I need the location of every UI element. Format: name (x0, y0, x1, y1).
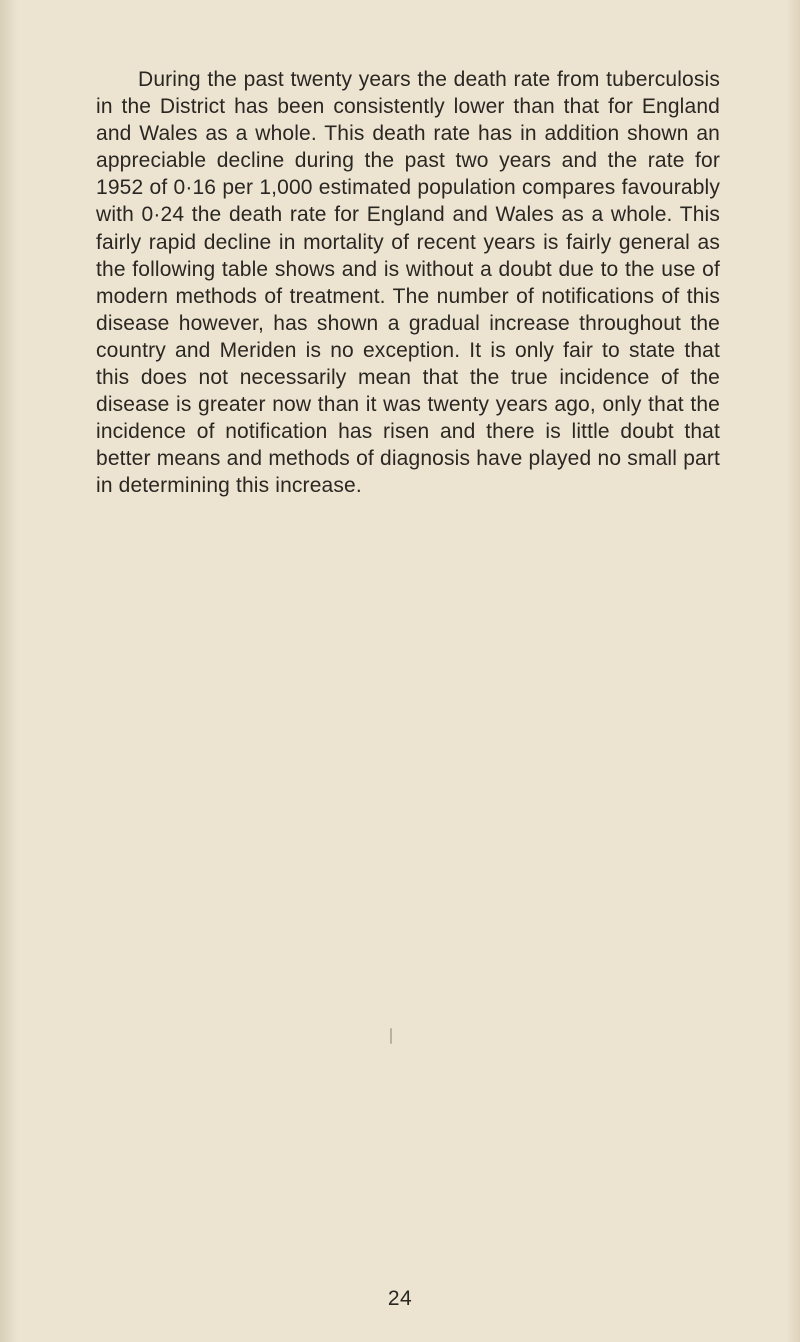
paper-speck (390, 1028, 392, 1044)
page-edge-shadow-right (786, 0, 800, 1342)
page-number: 24 (387, 1287, 413, 1310)
page-edge-shadow-left (0, 0, 18, 1342)
body-paragraph: During the past twenty years the death rate from tuberculosis in the District has been consistently lower than that for England and Wales as a whole. This death rate has in addition shown an appreciable decline during the past two years and the rate for 1952 of 0·16 per 1,000 estimated population compares favourably with 0·24 the death rate for England and Wales as a whole. This fairly rapid decline in mortality of recent years is fairly general as the following table shows and is without a doubt due to the use of modern methods of treatment. The number of notifications of this disease however, has shown a gradual increase throughout the country and Meriden is no exception. It is only fair to state that this does not necessarily mean that the true incidence of the disease is greater now than it was twenty years ago, only that the incidence of notification has risen and there is little doubt that better means and methods of diagnosis have played no small part in determining this increase. (96, 68, 720, 498)
